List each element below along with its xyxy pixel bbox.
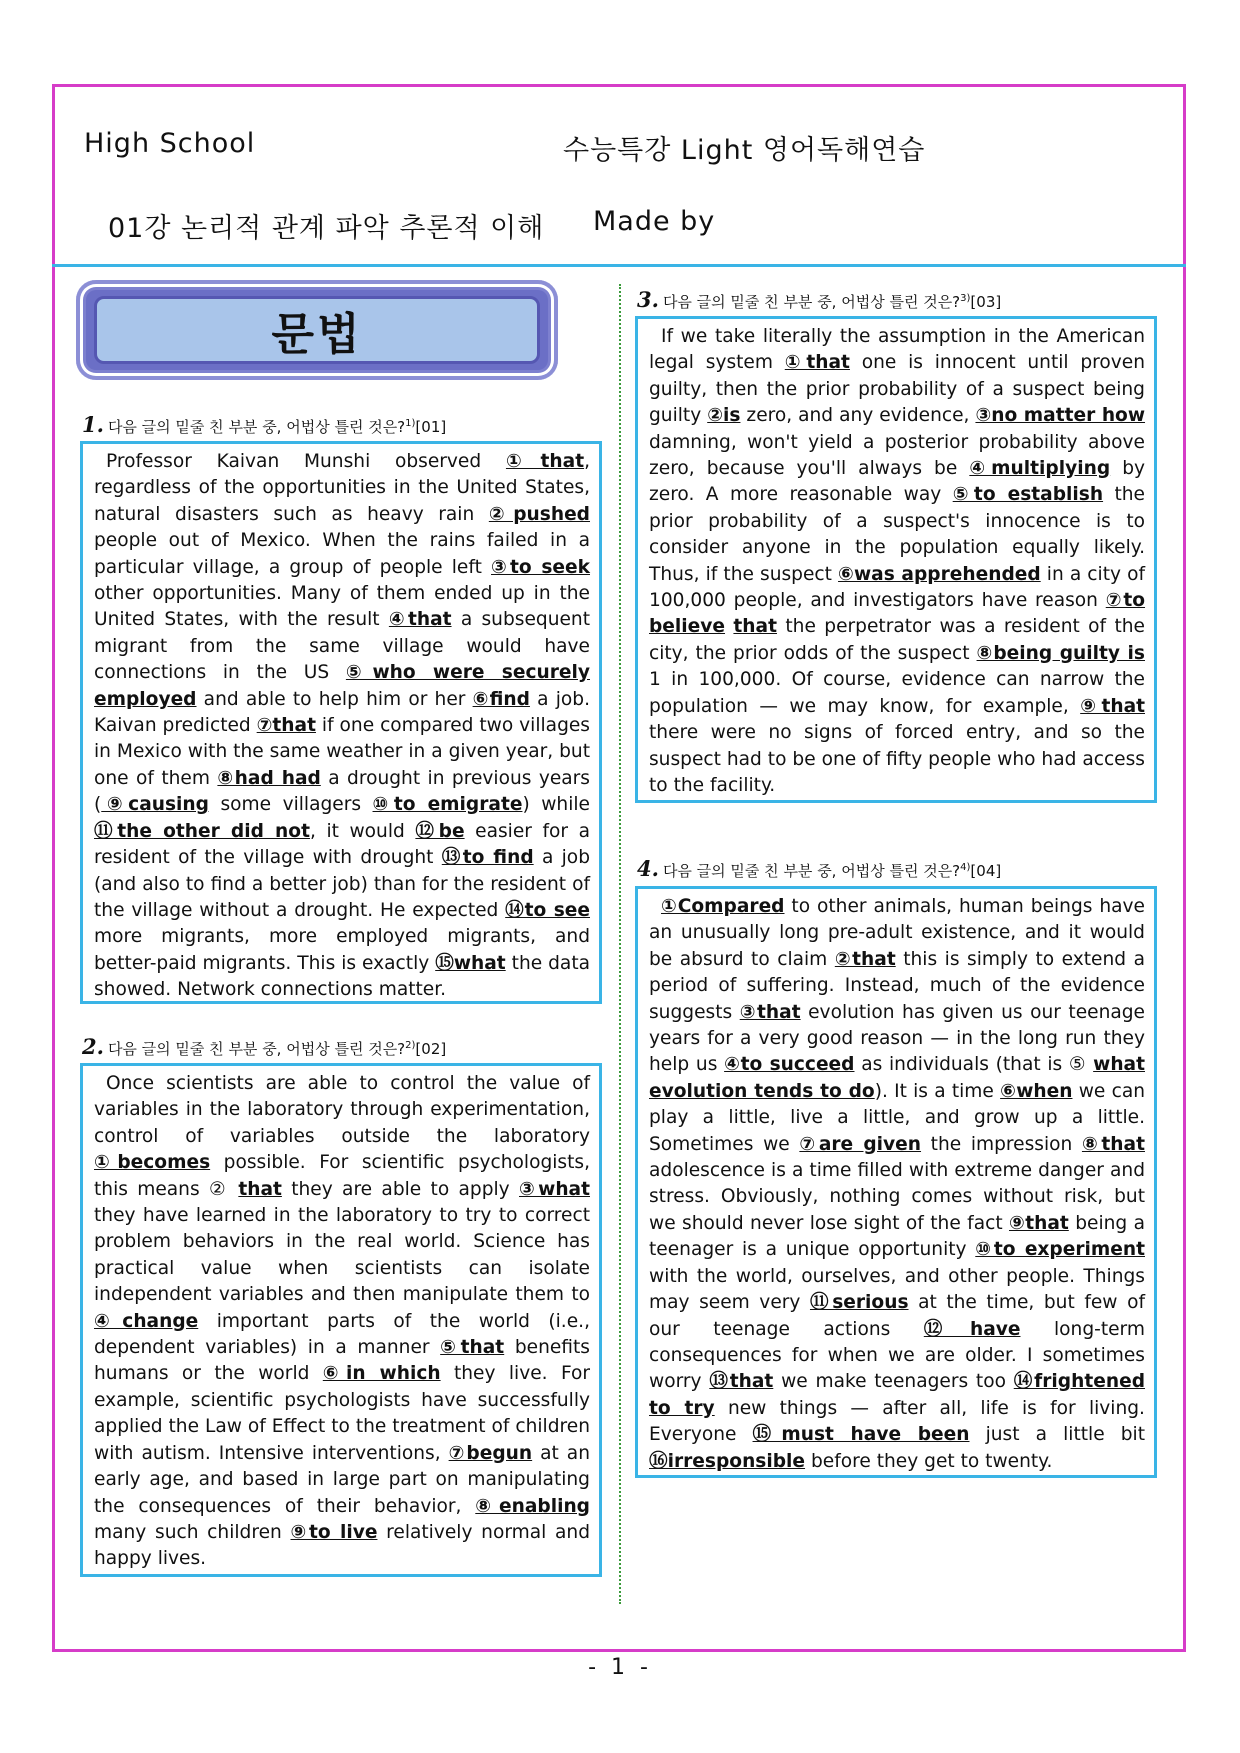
underlined-choice: ⑤who were securely employed bbox=[94, 662, 590, 710]
underlined-choice: ③what bbox=[519, 1178, 590, 1200]
underlined-choice: what evolution tends to do bbox=[649, 1054, 1145, 1102]
underlined-choice: ①that bbox=[784, 352, 850, 374]
underlined-choice: ④that bbox=[388, 609, 452, 631]
underlined-choice: that bbox=[238, 1178, 282, 1200]
underlined-choice: ⑧being guilty is bbox=[976, 642, 1145, 664]
underlined-choice: ⑯irresponsible bbox=[649, 1450, 806, 1472]
section-title: 문법 bbox=[94, 296, 540, 364]
underlined-choice: ⑩to emigrate bbox=[372, 794, 523, 816]
underlined-choice: ⑧had had bbox=[217, 767, 321, 789]
underlined-choice: ⑥find bbox=[472, 688, 530, 710]
underlined-choice: ⑨that bbox=[1080, 695, 1145, 717]
header-made-by: Made by bbox=[593, 206, 716, 237]
underlined-choice: ②that bbox=[834, 948, 896, 970]
underlined-choice: ②is bbox=[707, 405, 741, 427]
underlined-choice: ⑪serious bbox=[809, 1292, 909, 1314]
underlined-choice: ⑮must have been bbox=[752, 1424, 970, 1446]
underlined-choice: ⑦that bbox=[256, 715, 316, 737]
question-4-passage bbox=[635, 886, 1157, 1478]
question-4-header: 4. 다음 글의 밑줄 친 부분 중, 어법상 틀린 것은?$^{4)}$[04] bbox=[637, 856, 1002, 881]
underlined-choice: ③no matter how bbox=[975, 405, 1146, 427]
underlined-choice: ③to seek bbox=[491, 556, 590, 578]
underlined-choice: ④change bbox=[94, 1310, 199, 1332]
header-school: High School bbox=[84, 128, 256, 159]
underlined-choice: ⑧enabling bbox=[475, 1495, 590, 1517]
underlined-choice: ⑥was apprehended bbox=[838, 563, 1041, 585]
underlined-choice: ⑦are given bbox=[799, 1133, 922, 1155]
underlined-choice: ⑭frightened to try bbox=[649, 1371, 1146, 1419]
underlined-choice: ⑫have bbox=[923, 1318, 1021, 1340]
question-4-text: ①Compared to other animals, human beings have an unusually long pre-adult existence, and it would be absurd to claim ②that this is simply to extend a period of suffering. Instead, much of the evidence suggests ③that evolution has given us our teenage years for a very good reason — in the long run they help us ④to succeed as individuals (that is ⑤ what evolution tends to do). It is a time ⑥when we can play a little, live a little, and grow up a little. Sometimes we ⑦are given the impression ⑧that adolescence is a time filled with extreme danger and stress. Obviously, nothing comes without risk, but we should never lose sight of the fact ⑨that being a teenager is a unique opportunity ⑩to experiment with the world, ourselves, and other people. Things may seem very ⑪serious at the time, but few of our teenage actions ⑫have long-term consequences for when we are older. I sometimes worry ⑬that we make teenagers too ⑭frightened to try new things — after all, life is for living. Everyone ⑮must have been just a little bit ⑯irresponsible before they get to twenty. bbox=[649, 896, 1146, 1472]
underlined-choice: ⑬to find bbox=[441, 847, 534, 869]
underlined-choice: that bbox=[733, 616, 777, 638]
underlined-choice: ⑤to establish bbox=[952, 484, 1104, 506]
underlined-choice: ⑨causing bbox=[101, 794, 209, 816]
question-3-text: If we take literally the assumption in the American legal system ①that one is innocent until proven guilty, then the prior probability of a suspect being guilty ②is zero, and any evidence, ③no matter how damning, won't yield a posterior probability above zero, because you'll always be ④multiplying by zero. A more reasonable way ⑤to establish the prior probability of a suspect's innocence is to consider anyone in the population equally likely. Thus, if the suspect ⑥was apprehended in a city of 100,000 people, and investigators have reason ⑦to believe that the perpetrator was a resident of the city, the prior odds of the suspect ⑧being guilty is 1 in 100,000. Of course, evidence can narrow the population — we may know, for example, ⑨that there were no signs of forced entry, and so the suspect had to be one of fifty people who had access to the facility. bbox=[649, 326, 1146, 796]
underlined-choice: ⑮what bbox=[435, 952, 506, 974]
underlined-choice: ①that bbox=[505, 451, 585, 472]
question-1-text: Professor Kaivan Munshi observed ①that, regardless of the opportunities in the United States, natural disasters such as heavy rain ②pushed people out of Mexico. When the rains failed in a particular village, a group of people left ③to seek other opportunities. Many of them ended up in the United States, with the result ④that a subsequent migrant from the same village would have connections in the US ⑤who were securely employed and able to help him or her ⑥find a job. Kaivan predicted ⑦that if one compared two villages in Mexico with the same weather in a given year, but one of them ⑧had had a drought in previous years (⑨causing some villagers ⑩to emigrate) while ⑪the other did not, it would ⑫be easier for a resident of the village with drought ⑬to find a job (and also to find a better job) than for the resident of the village without a drought. He expected ⑭to see more migrants, more employed migrants, and better-paid migrants. This is exactly ⑮what the data showed. Network connections matter. bbox=[94, 451, 591, 1001]
underlined-choice: ⑨to live bbox=[290, 1521, 378, 1543]
underlined-choice: ⑦begun bbox=[448, 1442, 533, 1464]
underlined-choice: ⑫be bbox=[415, 820, 465, 842]
underlined-choice: ②pushed bbox=[488, 503, 590, 525]
question-1-passage bbox=[80, 441, 602, 1004]
underlined-choice: ⑧that bbox=[1081, 1133, 1145, 1155]
underlined-choice: ③that bbox=[739, 1001, 801, 1023]
underlined-choice: ⑥when bbox=[1000, 1080, 1073, 1102]
underlined-choice: ⑭to see bbox=[505, 899, 590, 921]
page-number: - 1 - bbox=[588, 1655, 652, 1680]
question-3-header: 3. 다음 글의 밑줄 친 부분 중, 어법상 틀린 것은?$^{3)}$[03] bbox=[637, 287, 1002, 312]
question-1-header: 1. 다음 글의 밑줄 친 부분 중, 어법상 틀린 것은?$^{1)}$[01] bbox=[82, 412, 447, 437]
question-2-text: Once scientists are able to control the value of variables in the laboratory through experimentation, control of variables outside the laboratory ①becomes possible. For scientific psychologists, this means ② that they are able to apply ③what they have learned in the laboratory to try to correct problem behaviors in the real world. Science has practical value when scientists can isolate independent variables and then manipulate them to ④change important parts of the world (i.e., dependent variables) in a manner ⑤that benefits humans or the world ⑥in which they live. For example, scientific psychologists have successfully applied the Law of Effect to the treatment of children with autism. Intensive interventions, ⑦begun at an early age, and based in large part on manipulating the consequences of their behavior, ⑧enabling many such children ⑨to live relatively normal and happy lives. bbox=[94, 1073, 591, 1570]
underlined-choice: ⑪the other did not bbox=[94, 820, 310, 842]
header-lesson-title: 01강 논리적 관계 파악 추론적 이해 bbox=[108, 213, 545, 244]
underlined-choice: ⑩to experiment bbox=[975, 1239, 1145, 1261]
underlined-choice: ⑨that bbox=[1009, 1212, 1069, 1234]
section-title-badge bbox=[76, 280, 558, 380]
column-divider bbox=[619, 284, 621, 1604]
underlined-choice: ①becomes bbox=[94, 1152, 211, 1174]
question-3-passage bbox=[635, 316, 1157, 803]
underlined-choice: ⑬that bbox=[709, 1371, 774, 1393]
header-divider bbox=[52, 264, 1186, 267]
underlined-choice: ⑤that bbox=[440, 1337, 505, 1359]
underlined-choice: ⑦to believe bbox=[649, 590, 1146, 638]
question-2-passage bbox=[80, 1063, 602, 1577]
underlined-choice: ⑥in which bbox=[322, 1363, 441, 1385]
underlined-choice: ④to succeed bbox=[724, 1054, 855, 1076]
underlined-choice: ①Compared bbox=[661, 896, 785, 917]
underlined-choice: ④multiplying bbox=[969, 458, 1111, 480]
header-book-title: 수능특강 Light 영어독해연습 bbox=[563, 135, 926, 166]
question-2-header: 2. 다음 글의 밑줄 친 부분 중, 어법상 틀린 것은?$^{2)}$[02] bbox=[82, 1034, 447, 1059]
